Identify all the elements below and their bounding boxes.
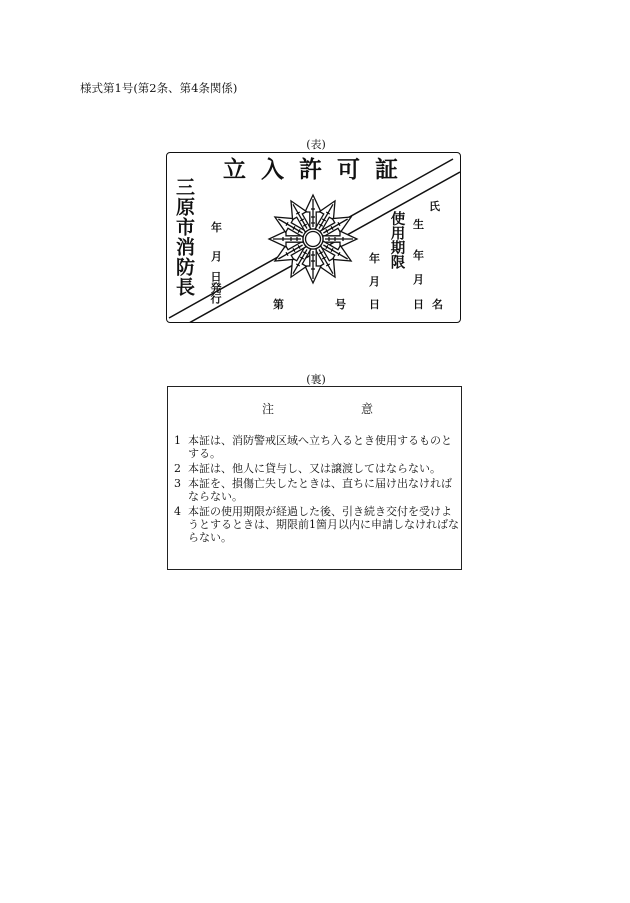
number-prefix-label: 第 bbox=[273, 298, 284, 311]
notice-text: 本証は、消防警戒区域へ立ち入るとき使用するものとする。 bbox=[188, 434, 452, 460]
permit-card-back bbox=[167, 386, 462, 570]
notice-heading-2: 意 bbox=[361, 402, 374, 416]
birth-day-label: 日 bbox=[413, 298, 424, 311]
issuer-name: 三原市消防長 bbox=[173, 177, 195, 297]
form-number-label: 様式第1号(第2条、第4条関係) bbox=[80, 81, 238, 95]
validity-day-label: 日 bbox=[369, 298, 380, 311]
notice-number: 2 bbox=[174, 462, 181, 475]
notice-number: 3 bbox=[174, 477, 181, 490]
validity-period-label: 使用期限 bbox=[388, 211, 405, 269]
notice-item bbox=[174, 477, 460, 503]
permit-card-front bbox=[166, 152, 461, 323]
number-suffix-label: 号 bbox=[335, 298, 346, 311]
notice-text: 本証の使用期限が経過した後、引き続き交付を受けようとするときは、期限前1箇月以内に申請しなければならない。 bbox=[188, 505, 459, 544]
notice-number: 1 bbox=[174, 434, 181, 447]
validity-month-label: 月 bbox=[369, 275, 380, 288]
notice-list bbox=[174, 434, 460, 546]
issue-day-label: 日発行 bbox=[209, 271, 222, 304]
validity-year-label: 年 bbox=[369, 252, 380, 265]
back-side-caption: (裏) bbox=[306, 373, 326, 386]
notice-heading-1: 注 bbox=[262, 402, 275, 416]
birth-year-label: 年 bbox=[413, 249, 424, 262]
issue-month-label: 月 bbox=[211, 250, 222, 263]
notice-item bbox=[174, 434, 460, 460]
holder-name-label-bottom: 名 bbox=[432, 298, 443, 311]
notice-text: 本証は、他人に貸与し、又は譲渡してはならない。 bbox=[188, 462, 441, 475]
birth-month-label: 月 bbox=[413, 273, 424, 286]
issue-year-label: 年 bbox=[211, 221, 222, 234]
notice-item bbox=[174, 505, 460, 544]
permit-title: 立入許可証 bbox=[223, 157, 413, 183]
notice-number: 4 bbox=[174, 505, 181, 518]
holder-name-label-top: 氏 bbox=[429, 200, 440, 213]
notice-item bbox=[174, 462, 460, 475]
birth-label: 生 bbox=[413, 218, 424, 231]
front-side-caption: (表) bbox=[306, 138, 326, 151]
notice-text: 本証を、損傷亡失したときは、直ちに届け出なければならない。 bbox=[188, 477, 452, 503]
fire-department-emblem-icon bbox=[265, 191, 361, 287]
